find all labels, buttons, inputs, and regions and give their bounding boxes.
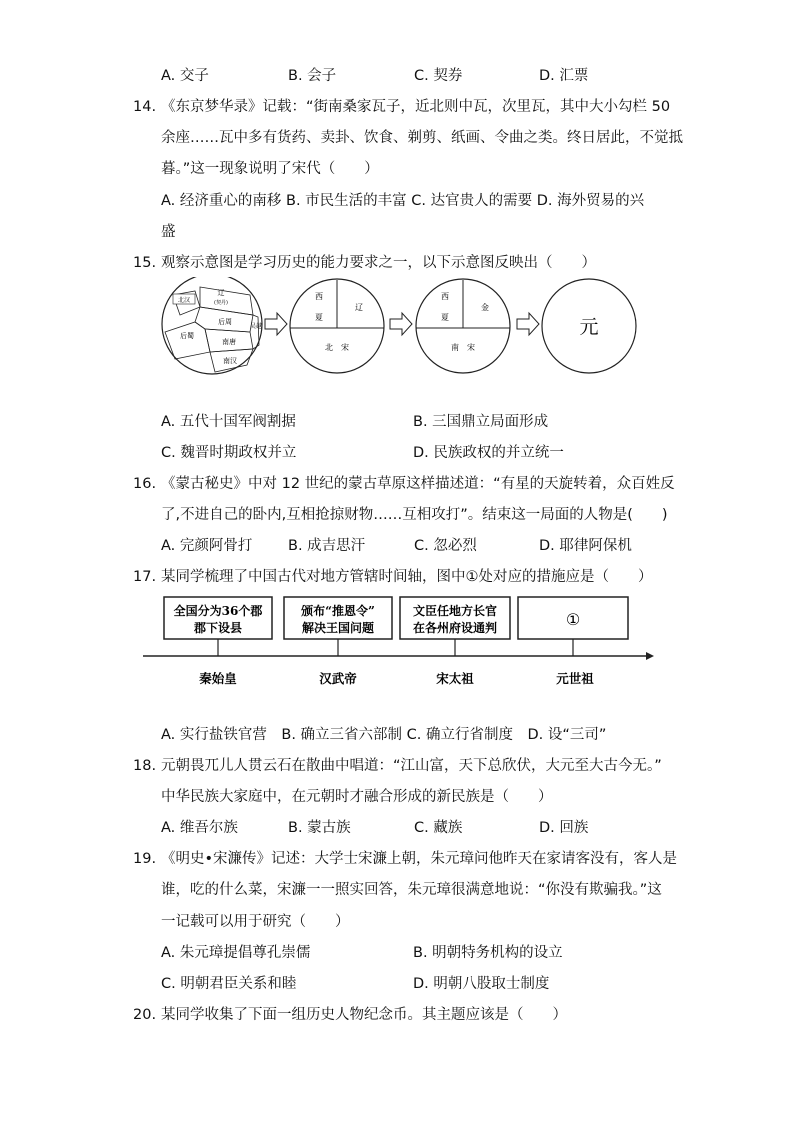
timeline-box-blank: ①	[565, 610, 581, 629]
q18-option-b: B. 蒙古族	[288, 820, 351, 836]
question-text-line: 《明史•宋濂传》记述：大学士宋濂上朝，朱元璋问他昨天在家请客没有，客人是	[161, 851, 678, 867]
question-number: 19.	[133, 851, 157, 867]
q19-option-a: A. 朱元璋提倡尊孔崇儒	[161, 945, 311, 961]
q15-option-d: D. 民族政权的并立统一	[413, 445, 564, 461]
q19-option-b: B. 明朝特务机构的设立	[413, 945, 563, 961]
label-xi: 西	[441, 292, 449, 301]
label-liao: 辽	[217, 289, 225, 297]
label-hou-shu: 后蜀	[180, 332, 194, 340]
arrow-right-icon	[390, 313, 412, 335]
q16-option-d: D. 耶律阿保机	[539, 538, 632, 554]
timeline-box-text: 文臣任地方长官	[412, 604, 498, 618]
label-xia: 夏	[315, 313, 323, 322]
question-number: 17.	[133, 569, 157, 585]
q15-option-c: C. 魏晋时期政权并立	[161, 445, 297, 461]
question-text-line: 一记载可以用于研究（ ）	[161, 914, 350, 930]
label-hou-zhou: 后周	[218, 318, 232, 326]
question-text-line: 了,不进自己的卧内,互相抢掠财物……互相攻打”。结束这一局面的人物是( )	[161, 507, 668, 523]
question-text-line: 余座……瓦中多有货药、卖卦、饮食、剃剪、纸画、令曲之类。终日居此，不觉抵	[161, 130, 683, 146]
label-bei-han: 北汉	[177, 297, 191, 304]
options-line: A. 实行盐铁官营 B. 确立三省六部制 C. 确立行省制度 D. 设“三司”	[161, 727, 607, 743]
question-number: 15.	[133, 255, 157, 271]
label-qidan: (契丹)	[214, 300, 228, 306]
arrow-right-icon	[517, 313, 539, 335]
label-liao: 辽	[355, 303, 363, 312]
label-nan-tang: 南唐	[222, 338, 236, 346]
question-text-line: 某同学梳理了中国古代对地方管辖时间轴，图中①处对应的措施应是（ ）	[161, 569, 653, 585]
question-text-line: 观察示意图是学习历史的能力要求之一，以下示意图反映出（ ）	[161, 255, 596, 271]
timeline-label: 汉武帝	[319, 671, 357, 686]
options-line: A. 经济重心的南移 B. 市民生活的丰富 C. 达官贵人的需要 D. 海外贸易的兴	[161, 193, 645, 209]
label-bei-song: 北 宋	[325, 343, 349, 352]
q13-option-d: D. 汇票	[539, 68, 589, 84]
diagram-circle-northern-song	[290, 279, 384, 373]
arrow-right-icon	[646, 652, 654, 660]
q19-option-c: C. 明朝君臣关系和睦	[161, 976, 297, 992]
q13-option-b: B. 会子	[288, 68, 337, 84]
q16-option-b: B. 成吉思汗	[288, 538, 366, 554]
timeline-diagram	[138, 594, 658, 694]
q16-option-c: C. 忽必烈	[414, 538, 477, 554]
q15-option-a: A. 五代十国军阀割据	[161, 414, 296, 430]
question-text-line: 中华民族大家庭中，在元朝时才融合形成的新民族是（ ）	[161, 789, 553, 805]
question-text-line: 某同学收集了下面一组历史人物纪念币。其主题应该是（ ）	[161, 1007, 567, 1023]
q19-option-d: D. 明朝八股取士制度	[413, 976, 550, 992]
q15-option-b: B. 三国鼎立局面形成	[413, 414, 549, 430]
options-line-wrap: 盛	[161, 224, 176, 240]
question-text-line: 元朝畏兀儿人贯云石在散曲中唱道：“江山富，天下总欣伏，大元至大古今无。”	[161, 758, 662, 774]
label-xi: 西	[315, 292, 323, 301]
q13-option-c: C. 契券	[414, 68, 463, 84]
label-wu-yue: 吴越	[249, 323, 263, 330]
timeline-box-text: 解决王国问题	[301, 621, 375, 635]
arrow-right-icon	[265, 313, 287, 335]
label-jin: 金	[481, 303, 489, 312]
diagram-circle-southern-song	[416, 279, 510, 373]
label-xia: 夏	[441, 313, 449, 322]
q18-option-a: A. 维吾尔族	[161, 820, 238, 836]
question-text-line: 《蒙古秘史》中对 12 世纪的蒙古草原这样描述道：“有星的天旋转着，众百姓反	[161, 476, 675, 492]
question-text-line: 《东京梦华录》记载：“街南桑家瓦子，近北则中瓦，次里瓦，其中大小勾栏 50	[161, 99, 671, 115]
q18-option-d: D. 回族	[539, 820, 589, 836]
timeline-label: 秦始皇	[199, 671, 237, 686]
q13-option-a: A. 交子	[161, 68, 209, 84]
diagram-circle-five-dynasties	[162, 277, 262, 374]
timeline-box-text: 郡下设县	[193, 621, 243, 635]
question-text-line: 谁，吃的什么菜，宋濂一一照实回答，朱元璋很满意地说：“你没有欺骗我。”这	[161, 882, 662, 898]
diagram-circle-yuan	[542, 279, 636, 373]
question-number: 18.	[133, 758, 157, 774]
q16-option-a: A. 完颜阿骨打	[161, 538, 253, 554]
label-yuan: 元	[579, 316, 599, 338]
label-nan-han: 南汉	[223, 357, 237, 365]
timeline-box-text: 在各州府设通判	[412, 621, 498, 635]
q18-option-c: C. 藏族	[414, 820, 463, 836]
timeline-box-text: 颁布“推恩令”	[301, 604, 375, 618]
label-nan-song: 南 宋	[451, 343, 475, 352]
question-number: 20.	[133, 1007, 157, 1023]
question-number: 14.	[133, 99, 157, 115]
dynasty-diagram	[155, 277, 793, 382]
question-number: 16.	[133, 476, 157, 492]
timeline-box-text: 全国分为36个郡	[173, 604, 263, 618]
timeline-label: 元世祖	[556, 671, 594, 686]
timeline-label: 宋太祖	[436, 671, 474, 686]
question-text-line: 暮。”这一现象说明了宋代（ ）	[161, 161, 379, 177]
